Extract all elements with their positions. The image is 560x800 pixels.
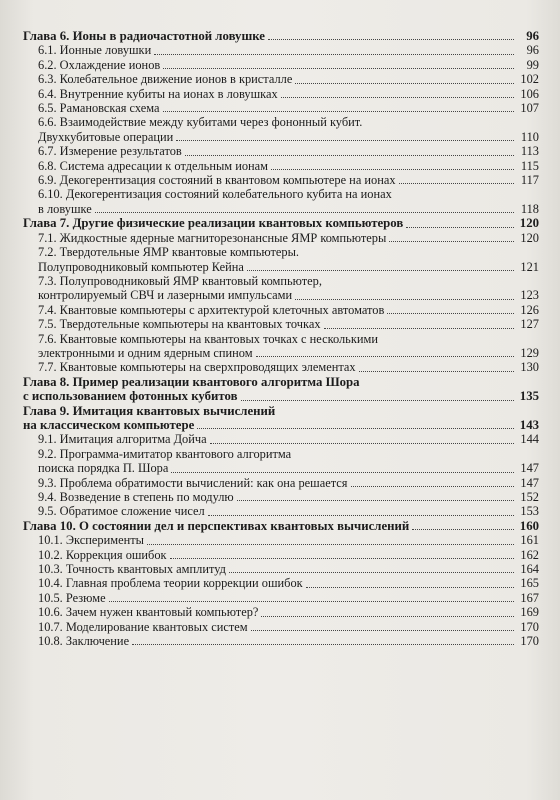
toc-page-number: 127: [520, 317, 539, 332]
toc-entry-title: 6.7. Измерение результатов: [38, 144, 182, 159]
toc-chapter-entry: [23, 389, 539, 403]
toc-entry-title: 10.1. Эксперименты: [38, 533, 144, 548]
toc-chapter-entry: [23, 29, 539, 43]
toc-section-entry: [23, 173, 539, 187]
toc-page-number: 147: [520, 475, 539, 490]
toc-entry-title: 9.4. Возведение в степень по модулю: [38, 490, 234, 504]
dot-leader: [399, 182, 514, 184]
dot-leader: [229, 571, 514, 573]
dot-leader: [163, 67, 514, 69]
dot-leader: [247, 269, 514, 271]
dot-leader: [185, 154, 514, 156]
dot-leader: [170, 557, 514, 559]
dot-leader: [306, 586, 514, 588]
toc-chapter-entry: [23, 418, 539, 432]
toc-page-number: 169: [520, 605, 539, 620]
toc-page-number: 118: [520, 201, 539, 216]
toc-page-number: 161: [520, 533, 539, 548]
toc-page-number: 96: [526, 29, 539, 43]
toc-section-entry: [23, 144, 539, 158]
toc-entry-title: 7.5. Твердотельные компьютеры на квантовых точках: [38, 317, 321, 332]
toc-section-entry: [23, 576, 539, 590]
dot-leader: [268, 38, 514, 40]
toc-entry-title: 7.1. Жидкостные ядерные магниторезонансные ЯМР компьютеры: [38, 230, 387, 245]
toc-page-number: 152: [520, 490, 539, 504]
dot-leader: [406, 226, 514, 228]
toc-section-entry: [23, 461, 539, 475]
toc-page-number: 99: [526, 57, 539, 72]
toc-page-number: 160: [519, 518, 539, 533]
toc-page-number: 144: [520, 432, 539, 447]
dot-leader: [132, 643, 514, 645]
toc-entry-title: Глава 7. Другие физические реализации квантовых компьютеров: [23, 216, 404, 231]
toc-chapter-entry: [23, 216, 539, 230]
toc-page-number: 170: [520, 619, 539, 634]
toc-page-number: 170: [520, 634, 539, 649]
dot-leader: [295, 82, 514, 84]
toc-entry-title: 6.8. Система адресации к отдельным ионам: [38, 158, 269, 173]
toc-page-number: 120: [520, 230, 539, 245]
toc-section-entry: [23, 620, 539, 634]
toc-section-entry: [23, 317, 539, 331]
toc-page-number: 96: [526, 43, 539, 58]
dot-leader: [163, 110, 514, 112]
dot-leader: [147, 543, 514, 545]
toc-page-number: 120: [519, 216, 539, 231]
dot-leader: [251, 629, 514, 631]
toc-section-entry: [23, 101, 539, 115]
dot-leader: [359, 370, 514, 372]
toc-page-number: 143: [519, 417, 539, 432]
toc-section-entry: [23, 548, 539, 562]
toc-section-entry: [23, 476, 539, 490]
toc-entry-title: 6.2. Охлаждение ионов: [38, 57, 161, 72]
toc-section-entry: [23, 231, 539, 245]
toc-page-number: 164: [520, 562, 539, 577]
toc-entry-title: Глава 6. Ионы в радиочастотной ловушке: [23, 29, 265, 43]
toc-entry-title: 7.4. Квантовые компьютеры с архитектурой клеточных автоматов: [38, 302, 385, 317]
toc-entry-title: в ловушке: [38, 201, 92, 216]
toc-entry-title: 10.4. Главная проблема теории коррекции ошибок: [38, 576, 303, 591]
toc-entry-title: 9.3. Проблема обратимости вычислений: как она решается: [38, 475, 348, 490]
toc-page-number: 167: [520, 590, 539, 605]
dot-leader: [210, 442, 514, 444]
toc-entry-title: 10.6. Зачем нужен квантовый компьютер?: [38, 605, 259, 620]
toc-section-entry: [23, 533, 539, 547]
toc-entry-title: на классическом компьютере: [23, 417, 195, 432]
toc-section-entry: [23, 159, 539, 173]
toc-section-entry: [23, 288, 539, 302]
toc-page-number: 113: [520, 144, 539, 159]
toc-entry-title: 6.9. Декогерентизация состояний в квантовом компьютере на ионах: [38, 173, 396, 188]
toc-page-number: 121: [520, 259, 539, 274]
dot-leader: [208, 514, 514, 516]
table-of-contents: [23, 29, 539, 648]
toc-page-number: 123: [520, 288, 539, 303]
dot-leader: [171, 471, 514, 473]
toc-page-number: 117: [520, 173, 539, 188]
toc-section-title-line: 7.2. Твердотельные ЯМР квантовые компьютеры.: [38, 245, 300, 260]
toc-chapter-entry: [23, 519, 539, 533]
toc-page-number: 110: [520, 129, 539, 144]
toc-section-entry: [23, 634, 539, 648]
toc-entry-title: 6.5. Рамановская схема: [38, 101, 160, 116]
toc-page-number: 135: [519, 389, 539, 404]
dot-leader: [241, 399, 514, 401]
toc-entry-title: 6.1. Ионные ловушки: [38, 43, 152, 58]
toc-page-number: 165: [520, 576, 539, 591]
dot-leader: [95, 211, 514, 213]
dot-leader: [109, 600, 514, 602]
toc-entry-title: 10.8. Заключение: [38, 634, 130, 649]
toc-page-number: 106: [520, 86, 539, 101]
dot-leader: [176, 139, 514, 141]
toc-section-title-line: 9.2. Программа-имитатор квантового алгоритма: [38, 446, 292, 461]
dot-leader: [256, 355, 514, 357]
toc-section-entry: [23, 562, 539, 576]
toc-entry-title: 9.5. Обратимое сложение чисел: [38, 504, 205, 519]
toc-page-number: 153: [520, 504, 539, 519]
toc-chapter-title-line: Глава 8. Пример реализации квантового алгоритма Шора: [23, 374, 360, 389]
toc-entry-title: Двухкубитовые операции: [38, 129, 174, 144]
toc-section-entry: [23, 72, 539, 86]
toc-section-entry: [23, 605, 539, 619]
toc-entry-title: Полупроводниковый компьютер Кейна: [38, 259, 244, 274]
dot-leader: [351, 485, 515, 487]
toc-entry-title: контролируемый СВЧ и лазерными импульсами: [38, 288, 293, 303]
toc-page-number: 102: [520, 72, 539, 87]
toc-page-number: 130: [520, 360, 539, 375]
toc-section-entry: [23, 202, 539, 216]
toc-section-entry: [23, 43, 539, 57]
toc-entry-title: 10.2. Коррекция ошибок: [38, 547, 167, 562]
dot-leader: [154, 53, 514, 55]
toc-entry-title: электронными и одним ядерным спином: [38, 345, 253, 360]
toc-section-entry: [23, 303, 539, 317]
dot-leader: [412, 528, 514, 530]
toc-entry-title: 6.3. Колебательное движение ионов в кристалле: [38, 72, 293, 87]
dot-leader: [387, 312, 514, 314]
dot-leader: [197, 427, 514, 429]
dot-leader: [271, 168, 514, 170]
toc-entry-title: 10.5. Резюме: [38, 590, 106, 605]
toc-section-entry: [23, 432, 539, 446]
toc-section-title-line: 7.3. Полупроводниковый ЯМР квантовый компьютер,: [38, 273, 322, 288]
toc-section-entry: [23, 490, 539, 504]
toc-section-entry: [23, 260, 539, 274]
toc-page-number: 162: [520, 547, 539, 562]
toc-entry-title: поиска порядка П. Шора: [38, 461, 169, 476]
dot-leader: [281, 96, 514, 98]
toc-section-title-line: 6.10. Декогерентизация состояний колебательного кубита на ионах: [38, 187, 392, 202]
toc-section-title-line: 6.6. Взаимодействие между кубитами через фононный кубит.: [38, 115, 363, 130]
toc-chapter-title-line: Глава 9. Имитация квантовых вычислений: [23, 403, 276, 418]
dot-leader: [389, 240, 514, 242]
toc-entry-title: с использованием фотонных кубитов: [23, 389, 238, 404]
toc-entry-title: 7.7. Квантовые компьютеры на сверхпроводящих элементах: [38, 360, 356, 375]
toc-section-entry: [23, 130, 539, 144]
toc-page-number: 129: [520, 345, 539, 360]
dot-leader: [261, 615, 514, 617]
toc-section-entry: [23, 360, 539, 374]
dot-leader: [295, 298, 514, 300]
toc-section-entry: [23, 591, 539, 605]
toc-page-number: 147: [520, 461, 539, 476]
toc-entry-title: 10.3. Точность квантовых амплитуд: [38, 562, 226, 577]
toc-section-entry: [23, 58, 539, 72]
toc-section-title-line: 7.6. Квантовые компьютеры на квантовых точках с несколькими: [38, 331, 378, 346]
toc-entry-title: 9.1. Имитация алгоритма Дойча: [38, 432, 207, 447]
toc-page-number: 107: [520, 101, 539, 116]
toc-entry-title: Глава 10. О состоянии дел и перспективах квантовых вычислений: [23, 518, 410, 533]
toc-section-entry: [23, 504, 539, 518]
toc-section-entry: [23, 346, 539, 360]
dot-leader: [324, 327, 514, 329]
toc-entry-title: 10.7. Моделирование квантовых систем: [38, 619, 248, 634]
dot-leader: [237, 499, 514, 501]
toc-page-number: 126: [520, 302, 539, 317]
toc-section-entry: [23, 87, 539, 101]
toc-page-number: 115: [520, 158, 539, 173]
toc-entry-title: 6.4. Внутренние кубиты на ионах в ловушках: [38, 86, 278, 101]
